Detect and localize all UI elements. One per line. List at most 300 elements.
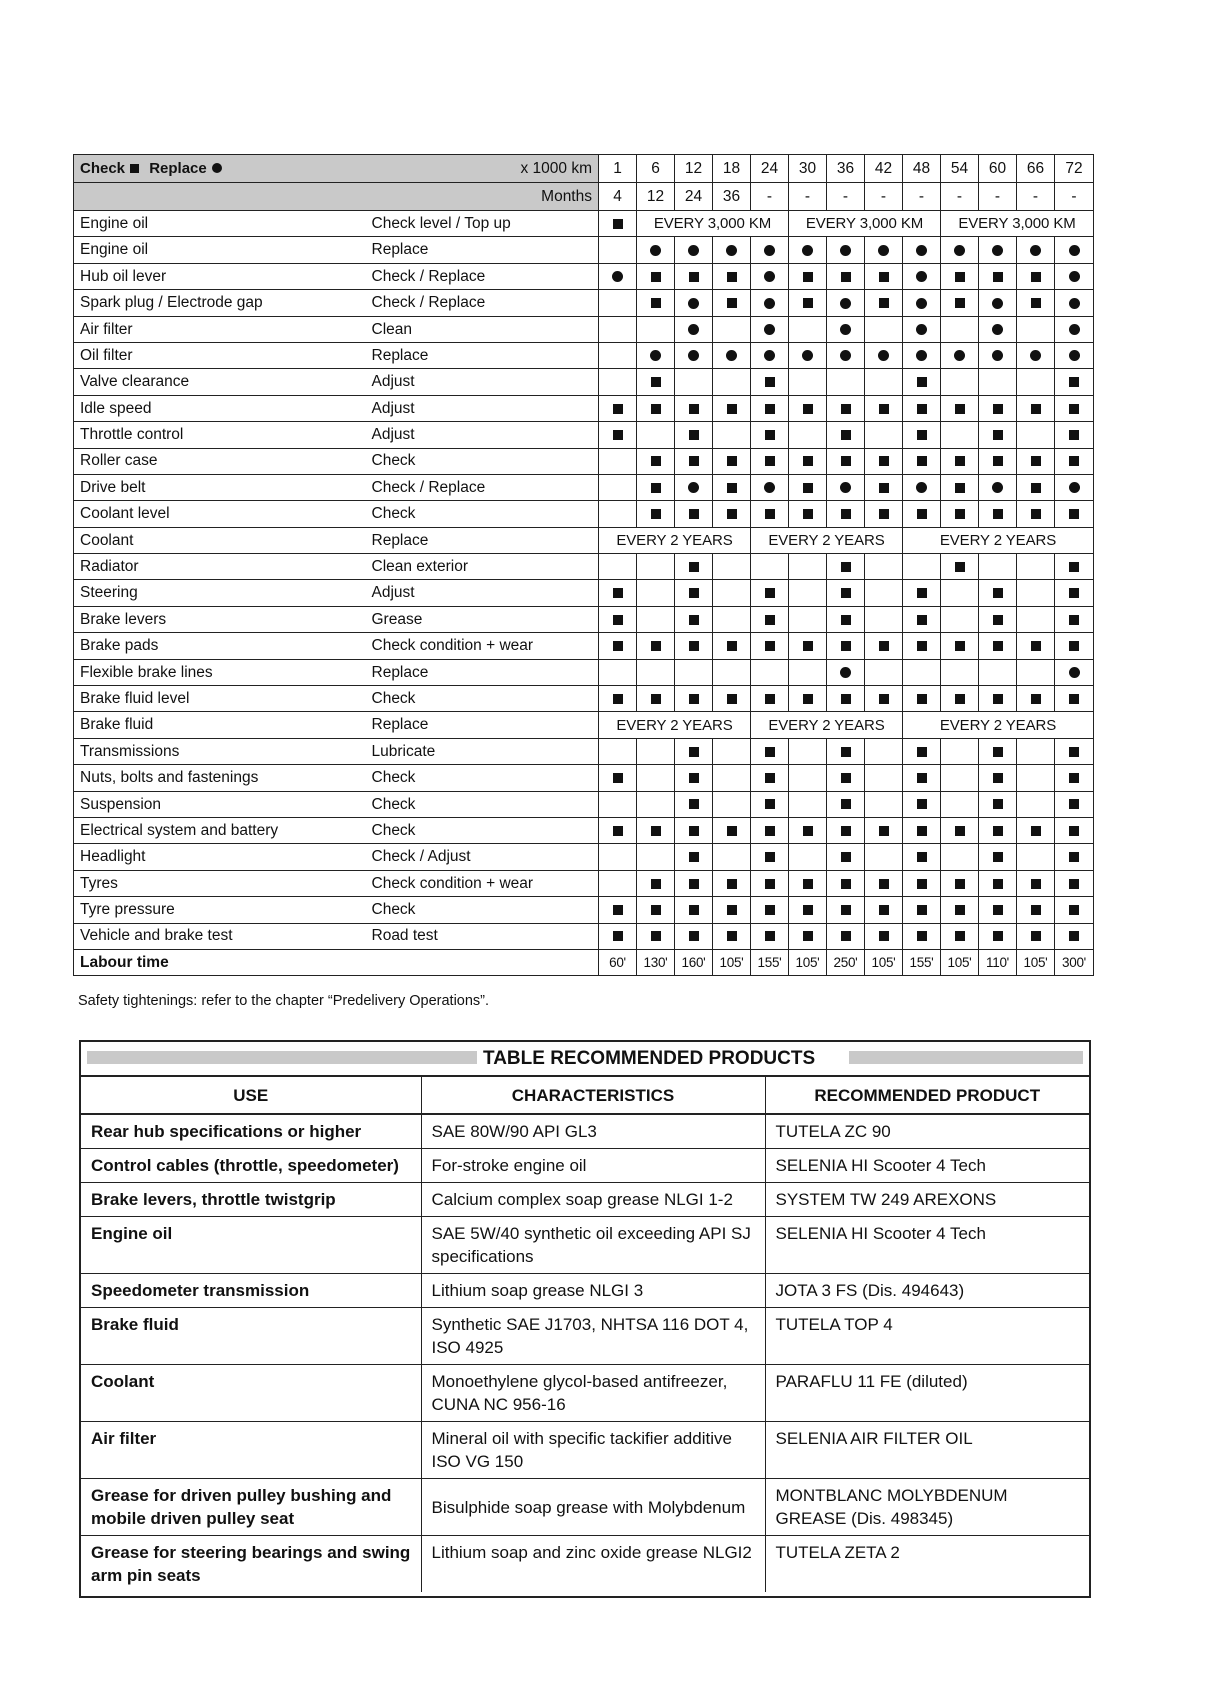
schedule-cell: [751, 395, 789, 421]
check-square-icon: [955, 562, 965, 572]
operation-name: Throttle control: [74, 422, 366, 448]
schedule-cell: [675, 923, 713, 949]
schedule-cell: [789, 844, 827, 870]
schedule-cell: [637, 474, 675, 500]
schedule-cell: [1055, 659, 1094, 685]
labour-time-value: 300': [1055, 949, 1094, 975]
schedule-cell: [1017, 686, 1055, 712]
maintenance-row: [74, 395, 1094, 421]
schedule-cell: [1055, 870, 1094, 896]
schedule-cell: [637, 290, 675, 316]
schedule-cell: [751, 263, 789, 289]
labour-time-value: 60': [599, 949, 637, 975]
schedule-cell: [1017, 395, 1055, 421]
operation-action: Check: [366, 765, 599, 791]
check-square-icon: [841, 456, 851, 466]
schedule-cell: [827, 633, 865, 659]
schedule-cell: [827, 501, 865, 527]
schedule-cell: [979, 369, 1017, 395]
schedule-cell: [713, 606, 751, 632]
title-shade-right: [849, 1051, 1083, 1064]
schedule-cell: [789, 501, 827, 527]
schedule-cell: [979, 474, 1017, 500]
schedule-cell: [941, 369, 979, 395]
schedule-cell: [979, 897, 1017, 923]
schedule-cell: [751, 448, 789, 474]
replace-dot-icon: [840, 350, 851, 361]
schedule-cell: [789, 870, 827, 896]
maintenance-table-body: [74, 155, 1094, 976]
check-square-icon: [1069, 430, 1079, 440]
operation-name: Tyres: [74, 870, 366, 896]
schedule-cell: [941, 290, 979, 316]
product-use: Brake levers, throttle twistgrip: [81, 1183, 421, 1217]
check-square-icon: [727, 931, 737, 941]
labour-time-value: 160': [675, 949, 713, 975]
schedule-cell: [637, 844, 675, 870]
maintenance-row: [74, 844, 1094, 870]
operation-name: Suspension: [74, 791, 366, 817]
schedule-cell: [865, 817, 903, 843]
check-square-icon: [803, 826, 813, 836]
operation-action: Replace: [366, 712, 599, 738]
schedule-cell: [637, 765, 675, 791]
check-square-icon: [803, 272, 813, 282]
schedule-cell: [941, 817, 979, 843]
check-square-icon: [955, 404, 965, 414]
schedule-cell: [903, 844, 941, 870]
schedule-cell: [789, 422, 827, 448]
check-square-icon: [917, 747, 927, 757]
check-square-icon: [727, 905, 737, 915]
schedule-cell: [827, 474, 865, 500]
operation-name: Idle speed: [74, 395, 366, 421]
schedule-cell: [599, 633, 637, 659]
check-square-icon: [879, 931, 889, 941]
schedule-cell: [675, 686, 713, 712]
schedule-cell: [979, 237, 1017, 263]
operation-action: Check / Replace: [366, 290, 599, 316]
check-square-icon: [993, 852, 1003, 862]
schedule-cell: [713, 263, 751, 289]
schedule-cell: [1017, 474, 1055, 500]
schedule-cell: [941, 765, 979, 791]
header-characteristics: CHARACTERISTICS: [421, 1077, 765, 1114]
check-square-icon: [1031, 641, 1041, 651]
schedule-cell: [1055, 791, 1094, 817]
check-square-icon: [1069, 799, 1079, 809]
maintenance-row: [74, 554, 1094, 580]
schedule-cell: [789, 923, 827, 949]
check-square-icon: [765, 826, 775, 836]
check-square-icon: [879, 694, 889, 704]
check-square-icon: [1069, 905, 1079, 915]
schedule-cell: [903, 342, 941, 368]
schedule-cell: [1055, 395, 1094, 421]
schedule-cell: [903, 606, 941, 632]
operation-name: Roller case: [74, 448, 366, 474]
replace-dot-icon: [916, 271, 927, 282]
schedule-cell: [827, 686, 865, 712]
check-square-icon: [651, 483, 661, 493]
legend-replace-label: Replace: [149, 160, 207, 177]
schedule-cell: [1017, 369, 1055, 395]
months-interval-cell: -: [903, 183, 941, 211]
operation-name: Spark plug / Electrode gap: [74, 290, 366, 316]
operation-action: Road test: [366, 923, 599, 949]
maintenance-row: [74, 738, 1094, 764]
maintenance-row: [74, 606, 1094, 632]
interval-note: EVERY 3,000 KM: [941, 211, 1094, 237]
schedule-cell: [979, 738, 1017, 764]
operation-name: Brake fluid: [74, 712, 366, 738]
replace-dot-icon: [764, 482, 775, 493]
labour-time-value: 105': [865, 949, 903, 975]
maintenance-row: [74, 817, 1094, 843]
operation-name: Electrical system and battery: [74, 817, 366, 843]
schedule-cell: [865, 897, 903, 923]
schedule-cell: [865, 765, 903, 791]
schedule-cell: [599, 844, 637, 870]
check-square-icon: [1069, 852, 1079, 862]
replace-dot-icon: [916, 324, 927, 335]
check-square-icon: [955, 483, 965, 493]
schedule-cell: [979, 791, 1017, 817]
months-interval-cell: -: [1017, 183, 1055, 211]
check-square-icon: [803, 509, 813, 519]
check-square-icon: [651, 694, 661, 704]
check-square-icon: [1069, 509, 1079, 519]
schedule-cell: [1017, 817, 1055, 843]
check-square-icon: [651, 298, 661, 308]
replace-dot-icon: [1069, 324, 1080, 335]
schedule-cell: [789, 817, 827, 843]
schedule-cell: [713, 791, 751, 817]
months-label: Months: [366, 183, 599, 211]
operation-name: Air filter: [74, 316, 366, 342]
check-square-icon: [917, 694, 927, 704]
km-interval-cell: 12: [675, 155, 713, 183]
check-square-icon: [917, 456, 927, 466]
schedule-cell: [865, 659, 903, 685]
product-row: [81, 1308, 1089, 1365]
check-square-icon: [841, 905, 851, 915]
km-interval-cell: 54: [941, 155, 979, 183]
operation-name: Brake pads: [74, 633, 366, 659]
check-square-icon: [765, 773, 775, 783]
product-name: SELENIA HI Scooter 4 Tech: [765, 1149, 1089, 1183]
schedule-cell: [979, 316, 1017, 342]
product-row: [81, 1274, 1089, 1308]
schedule-cell: [789, 791, 827, 817]
schedule-cell: [1017, 897, 1055, 923]
check-square-icon: [651, 456, 661, 466]
check-square-icon: [1069, 879, 1079, 889]
schedule-cell: [865, 237, 903, 263]
check-square-icon: [841, 931, 851, 941]
schedule-cell: [979, 290, 1017, 316]
schedule-cell: [751, 791, 789, 817]
check-square-icon: [613, 773, 623, 783]
schedule-cell: [827, 263, 865, 289]
schedule-cell: [675, 263, 713, 289]
schedule-cell: [675, 422, 713, 448]
schedule-cell: [713, 342, 751, 368]
schedule-cell: [751, 316, 789, 342]
schedule-cell: [713, 897, 751, 923]
schedule-cell: [941, 923, 979, 949]
check-square-icon: [1031, 483, 1041, 493]
check-square-icon: [917, 852, 927, 862]
schedule-cell: [941, 316, 979, 342]
check-square-icon: [955, 509, 965, 519]
check-square-icon: [651, 905, 661, 915]
schedule-cell: [827, 923, 865, 949]
operation-name: Transmissions: [74, 738, 366, 764]
schedule-cell: [599, 422, 637, 448]
schedule-cell: [599, 606, 637, 632]
check-square-icon: [613, 615, 623, 625]
operation-name: Headlight: [74, 844, 366, 870]
replace-dot-icon: [612, 271, 623, 282]
schedule-cell: [713, 659, 751, 685]
schedule-cell: [865, 633, 903, 659]
schedule-cell: [675, 554, 713, 580]
product-characteristics: SAE 5W/40 synthetic oil exceeding API SJ specifications: [421, 1217, 765, 1274]
products-title-bar: [81, 1042, 1089, 1077]
check-square-icon: [803, 931, 813, 941]
check-square-icon: [841, 799, 851, 809]
schedule-cell: [713, 369, 751, 395]
schedule-cell: [599, 897, 637, 923]
interval-note: EVERY 2 YEARS: [599, 712, 751, 738]
schedule-cell: [1055, 369, 1094, 395]
interval-note: EVERY 2 YEARS: [751, 712, 903, 738]
km-interval-cell: 6: [637, 155, 675, 183]
schedule-cell: [751, 817, 789, 843]
schedule-cell: [903, 738, 941, 764]
check-square-icon: [917, 615, 927, 625]
schedule-cell: [1017, 342, 1055, 368]
operation-name: Engine oil: [74, 237, 366, 263]
check-square-icon: [1031, 826, 1041, 836]
check-square-icon: [879, 272, 889, 282]
schedule-cell: [865, 395, 903, 421]
schedule-cell: [827, 580, 865, 606]
maintenance-row: [74, 686, 1094, 712]
schedule-cell: [599, 448, 637, 474]
check-square-icon: [765, 641, 775, 651]
schedule-cell: [941, 606, 979, 632]
schedule-cell: [599, 791, 637, 817]
products-title: TABLE RECOMMENDED PRODUCTS: [481, 1048, 821, 1070]
replace-dot-icon: [802, 350, 813, 361]
check-square-icon: [1031, 931, 1041, 941]
check-square-icon: [130, 164, 139, 173]
schedule-cell: [827, 659, 865, 685]
labour-time-value: 110': [979, 949, 1017, 975]
check-square-icon: [841, 773, 851, 783]
product-use: Control cables (throttle, speedometer): [81, 1149, 421, 1183]
schedule-cell: [941, 474, 979, 500]
replace-dot-icon: [916, 482, 927, 493]
schedule-cell: [903, 554, 941, 580]
check-square-icon: [727, 272, 737, 282]
check-square-icon: [689, 826, 699, 836]
schedule-cell: [751, 501, 789, 527]
replace-dot-icon: [916, 350, 927, 361]
check-square-icon: [803, 404, 813, 414]
schedule-cell: [675, 659, 713, 685]
product-characteristics: Synthetic SAE J1703, NHTSA 116 DOT 4, ISO 4925: [421, 1308, 765, 1365]
schedule-cell: [637, 659, 675, 685]
operation-action: Check / Replace: [366, 263, 599, 289]
check-square-icon: [1069, 404, 1079, 414]
schedule-cell: [713, 870, 751, 896]
schedule-cell: [827, 738, 865, 764]
operation-action: Check condition + wear: [366, 870, 599, 896]
schedule-cell: [941, 422, 979, 448]
schedule-cell: [789, 686, 827, 712]
check-square-icon: [765, 509, 775, 519]
operation-name: Oil filter: [74, 342, 366, 368]
check-square-icon: [841, 694, 851, 704]
schedule-cell: [941, 659, 979, 685]
schedule-cell: [1017, 870, 1055, 896]
replace-dot-icon: [954, 350, 965, 361]
schedule-cell: [637, 448, 675, 474]
check-square-icon: [765, 799, 775, 809]
schedule-cell: [941, 738, 979, 764]
schedule-cell: [1055, 606, 1094, 632]
schedule-cell: [599, 263, 637, 289]
operation-action: Adjust: [366, 369, 599, 395]
operation-name: Brake levers: [74, 606, 366, 632]
months-interval-cell: -: [979, 183, 1017, 211]
schedule-cell: [865, 342, 903, 368]
schedule-cell: [903, 290, 941, 316]
schedule-cell: [789, 897, 827, 923]
schedule-cell: [903, 369, 941, 395]
schedule-cell: [751, 844, 789, 870]
check-square-icon: [955, 931, 965, 941]
schedule-cell: [979, 659, 1017, 685]
check-square-icon: [651, 826, 661, 836]
labour-time-value: 105': [941, 949, 979, 975]
km-interval-cell: 18: [713, 155, 751, 183]
check-square-icon: [613, 931, 623, 941]
operation-action: Adjust: [366, 395, 599, 421]
check-square-icon: [689, 272, 699, 282]
recommended-products-table: [79, 1040, 1091, 1598]
schedule-cell: [713, 580, 751, 606]
schedule-cell: [979, 765, 1017, 791]
schedule-cell: [599, 659, 637, 685]
title-shade-left: [87, 1051, 477, 1064]
product-name: SELENIA HI Scooter 4 Tech: [765, 1217, 1089, 1274]
check-square-icon: [917, 905, 927, 915]
product-characteristics: For-stroke engine oil: [421, 1149, 765, 1183]
schedule-cell: [751, 422, 789, 448]
schedule-cell: [1017, 844, 1055, 870]
schedule-cell: [1017, 422, 1055, 448]
schedule-cell: [1017, 316, 1055, 342]
schedule-cell: [865, 501, 903, 527]
check-square-icon: [917, 879, 927, 889]
operation-action: Check level / Top up: [366, 211, 599, 237]
schedule-cell: [751, 633, 789, 659]
schedule-cell: [675, 448, 713, 474]
check-square-icon: [917, 931, 927, 941]
schedule-cell: [599, 342, 637, 368]
check-square-icon: [613, 905, 623, 915]
check-square-icon: [689, 404, 699, 414]
operation-name: Coolant level: [74, 501, 366, 527]
labour-time-label: Labour time: [74, 949, 366, 975]
check-square-icon: [917, 430, 927, 440]
check-square-icon: [879, 298, 889, 308]
check-square-icon: [689, 799, 699, 809]
schedule-cell: [789, 342, 827, 368]
maintenance-row: [74, 342, 1094, 368]
products-grid: [81, 1077, 1089, 1592]
check-square-icon: [613, 430, 623, 440]
months-interval-cell: -: [865, 183, 903, 211]
interval-note: EVERY 3,000 KM: [637, 211, 789, 237]
product-name: TUTELA ZC 90: [765, 1114, 1089, 1149]
km-interval-cell: 60: [979, 155, 1017, 183]
schedule-cell: [751, 765, 789, 791]
product-row: [81, 1479, 1089, 1536]
check-square-icon: [955, 879, 965, 889]
check-square-icon: [689, 773, 699, 783]
months-interval-cell: 12: [637, 183, 675, 211]
schedule-cell: [1017, 633, 1055, 659]
schedule-cell: [903, 237, 941, 263]
operation-action: Replace: [366, 659, 599, 685]
months-interval-cell: -: [941, 183, 979, 211]
check-square-icon: [841, 826, 851, 836]
operation-action: Adjust: [366, 422, 599, 448]
replace-dot-icon: [1069, 482, 1080, 493]
schedule-cell: [1055, 817, 1094, 843]
schedule-cell: [827, 844, 865, 870]
schedule-cell: [941, 580, 979, 606]
product-row: [81, 1114, 1089, 1149]
check-square-icon: [727, 509, 737, 519]
schedule-cell: [865, 263, 903, 289]
check-square-icon: [689, 931, 699, 941]
check-square-icon: [917, 588, 927, 598]
maintenance-row: [74, 422, 1094, 448]
header-use: USE: [81, 1077, 421, 1114]
maintenance-row: [74, 659, 1094, 685]
schedule-cell: [827, 791, 865, 817]
schedule-cell: [865, 844, 903, 870]
check-square-icon: [993, 879, 1003, 889]
schedule-cell: [1055, 448, 1094, 474]
schedule-cell: [675, 633, 713, 659]
check-square-icon: [651, 272, 661, 282]
schedule-cell: [1017, 765, 1055, 791]
operation-action: Replace: [366, 237, 599, 263]
schedule-cell: [1055, 501, 1094, 527]
check-square-icon: [841, 404, 851, 414]
check-square-icon: [1031, 272, 1041, 282]
replace-dot-icon: [688, 350, 699, 361]
replace-dot-icon: [688, 482, 699, 493]
legend-cell: [74, 155, 366, 183]
